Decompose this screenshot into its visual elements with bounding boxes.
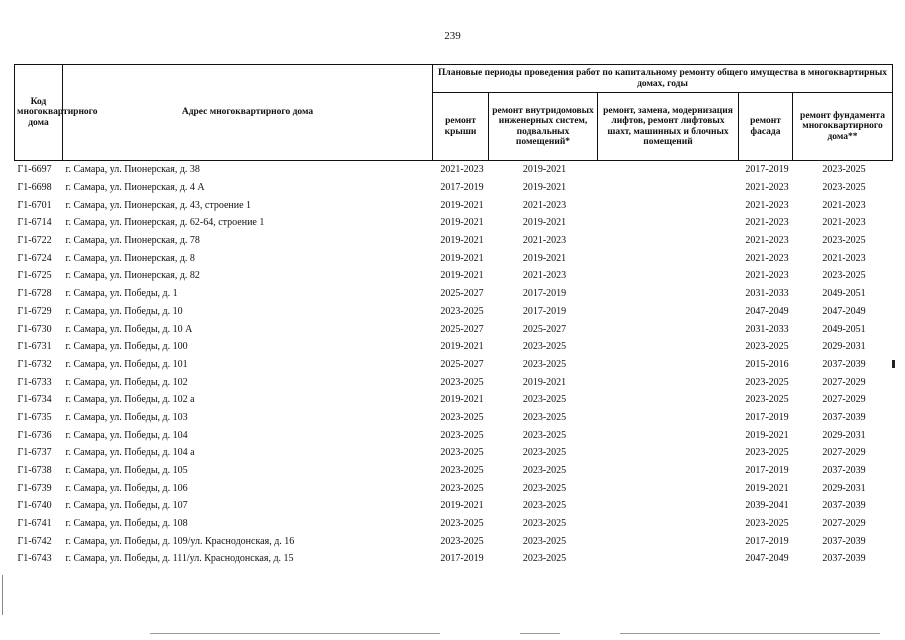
table-row bbox=[15, 444, 893, 462]
cell-facade: 2017-2019 bbox=[745, 411, 789, 423]
cell-code: Г1-6738 bbox=[17, 465, 52, 477]
repair-schedule-table bbox=[14, 64, 893, 568]
cell-facade: 2019-2021 bbox=[745, 482, 789, 494]
cell-code: Г1-6737 bbox=[17, 447, 52, 459]
cell-address: г. Самара, ул. Победы, д. 104 а bbox=[65, 447, 195, 459]
cell-systems: 2019-2021 bbox=[522, 376, 567, 388]
cell-foundation: 2023-2025 bbox=[822, 182, 866, 194]
cell-lifts bbox=[598, 285, 739, 303]
cell-systems: 2023-2025 bbox=[522, 411, 567, 423]
cell-systems: 2023-2025 bbox=[522, 482, 567, 494]
cell-lifts bbox=[598, 550, 739, 568]
cell-systems: 2023-2025 bbox=[522, 465, 567, 477]
table-row bbox=[15, 391, 893, 409]
cell-facade: 2031-2033 bbox=[745, 323, 789, 335]
table-row bbox=[15, 356, 893, 374]
cell-facade: 2023-2025 bbox=[745, 341, 789, 353]
cell-code: Г1-6730 bbox=[17, 323, 52, 335]
cell-address: г. Самара, ул. Победы, д. 103 bbox=[65, 411, 188, 423]
cell-roof: 2023-2025 bbox=[440, 305, 484, 317]
cell-facade: 2021-2023 bbox=[745, 182, 789, 194]
cell-code: Г1-6725 bbox=[17, 270, 52, 282]
cell-address: г. Самара, ул. Победы, д. 104 bbox=[65, 429, 188, 441]
cell-lifts bbox=[598, 249, 739, 267]
cell-roof: 2019-2021 bbox=[440, 500, 484, 512]
cell-facade: 2023-2025 bbox=[745, 376, 789, 388]
cell-code: Г1-6741 bbox=[17, 518, 52, 530]
cell-code: Г1-6701 bbox=[17, 199, 52, 211]
cell-facade: 2023-2025 bbox=[745, 394, 789, 406]
cell-systems: 2021-2023 bbox=[522, 235, 567, 247]
cell-roof: 2023-2025 bbox=[440, 447, 484, 459]
scan-artifact bbox=[620, 633, 880, 634]
cell-roof: 2025-2027 bbox=[440, 358, 484, 370]
header-systems: ремонт внутридомовых инженерных систем, подвальных помещений* bbox=[489, 93, 598, 161]
cell-systems: 2021-2023 bbox=[522, 199, 567, 211]
table-row bbox=[15, 515, 893, 533]
cell-address: г. Самара, ул. Пионерская, д. 78 bbox=[65, 235, 200, 247]
cell-roof: 2019-2021 bbox=[440, 235, 484, 247]
table-row bbox=[15, 267, 893, 285]
cell-foundation: 2029-2031 bbox=[822, 341, 866, 353]
page-number: 239 bbox=[444, 30, 461, 42]
cell-code: Г1-6742 bbox=[17, 535, 52, 547]
cell-foundation: 2027-2029 bbox=[822, 447, 866, 459]
table-row bbox=[15, 338, 893, 356]
cell-foundation: 2021-2023 bbox=[822, 217, 866, 229]
table-row bbox=[15, 196, 893, 214]
header-facade: ремонт фасада bbox=[739, 93, 793, 161]
scan-artifact bbox=[520, 633, 560, 634]
cell-foundation: 2037-2039 bbox=[822, 465, 866, 477]
cell-systems: 2021-2023 bbox=[522, 270, 567, 282]
cell-address: г. Самара, ул. Победы, д. 10 А bbox=[65, 323, 193, 335]
table-row bbox=[15, 161, 893, 179]
cell-systems: 2017-2019 bbox=[522, 305, 567, 317]
table-row bbox=[15, 550, 893, 568]
cell-code: Г1-6732 bbox=[17, 358, 52, 370]
cell-foundation: 2037-2039 bbox=[822, 500, 866, 512]
cell-foundation: 2029-2031 bbox=[822, 482, 866, 494]
table-row bbox=[15, 497, 893, 515]
cell-code: Г1-6714 bbox=[17, 217, 52, 229]
cell-foundation: 2037-2039 bbox=[822, 535, 866, 547]
cell-roof: 2019-2021 bbox=[440, 341, 484, 353]
cell-roof: 2025-2027 bbox=[440, 288, 484, 300]
cell-address: г. Самара, ул. Пионерская, д. 4 А bbox=[65, 182, 205, 194]
cell-facade: 2023-2025 bbox=[745, 518, 789, 530]
cell-code: Г1-6729 bbox=[17, 305, 52, 317]
cell-roof: 2023-2025 bbox=[440, 482, 484, 494]
cell-systems: 2023-2025 bbox=[522, 447, 567, 459]
cell-foundation: 2023-2025 bbox=[793, 161, 893, 179]
scan-artifact bbox=[892, 360, 895, 368]
cell-facade: 2047-2049 bbox=[745, 553, 789, 565]
cell-address: г. Самара, ул. Пионерская, д. 8 bbox=[65, 252, 195, 264]
cell-lifts bbox=[598, 320, 739, 338]
cell-lifts bbox=[598, 515, 739, 533]
cell-systems: 2023-2025 bbox=[522, 518, 567, 530]
cell-lifts bbox=[598, 426, 739, 444]
table-row bbox=[15, 303, 893, 321]
cell-lifts bbox=[598, 338, 739, 356]
cell-foundation: 2027-2029 bbox=[822, 394, 866, 406]
cell-foundation: 2049-2051 bbox=[822, 323, 866, 335]
cell-lifts bbox=[598, 462, 739, 480]
header-address: Адрес многоквартирного дома bbox=[63, 65, 433, 161]
cell-address: г. Самара, ул. Победы, д. 111/ул. Краснодонская, д. 15 bbox=[65, 553, 294, 565]
table-row bbox=[15, 426, 893, 444]
cell-lifts bbox=[598, 409, 739, 427]
cell-lifts bbox=[598, 373, 739, 391]
cell-facade: 2021-2023 bbox=[745, 252, 789, 264]
cell-facade: 2017-2019 bbox=[745, 535, 789, 547]
cell-code: Г1-6740 bbox=[17, 500, 52, 512]
table-header bbox=[15, 65, 893, 161]
cell-roof: 2021-2023 bbox=[433, 161, 489, 179]
cell-systems: 2023-2025 bbox=[522, 341, 567, 353]
cell-roof: 2023-2025 bbox=[440, 518, 484, 530]
cell-systems: 2017-2019 bbox=[522, 288, 567, 300]
cell-facade: 2019-2021 bbox=[745, 429, 789, 441]
cell-address: г. Самара, ул. Победы, д. 105 bbox=[65, 465, 188, 477]
cell-address: г. Самара, ул. Пионерская, д. 43, строение 1 bbox=[65, 199, 252, 211]
cell-roof: 2019-2021 bbox=[440, 199, 484, 211]
cell-roof: 2019-2021 bbox=[440, 252, 484, 264]
cell-code: Г1-6735 bbox=[17, 411, 52, 423]
cell-code: Г1-6724 bbox=[17, 252, 52, 264]
table-row bbox=[15, 532, 893, 550]
table-row bbox=[15, 409, 893, 427]
scan-artifact bbox=[150, 633, 440, 634]
cell-code: Г1-6743 bbox=[17, 553, 52, 565]
table-row bbox=[15, 214, 893, 232]
header-foundation: ремонт фундамента многоквартирного дома** bbox=[793, 93, 893, 161]
cell-lifts bbox=[598, 179, 739, 197]
cell-code: Г1-6733 bbox=[17, 376, 52, 388]
cell-facade: 2023-2025 bbox=[745, 447, 789, 459]
header-periods: Плановые периоды проведения работ по капитальному ремонту общего имущества в многоквартирных домах, годы bbox=[433, 65, 893, 93]
cell-roof: 2017-2019 bbox=[440, 553, 484, 565]
cell-roof: 2023-2025 bbox=[440, 411, 484, 423]
cell-lifts bbox=[598, 532, 739, 550]
cell-lifts bbox=[598, 444, 739, 462]
cell-address: г. Самара, ул. Победы, д. 10 bbox=[65, 305, 183, 317]
header-lifts: ремонт, замена, модернизация лифтов, ремонт лифтовых шахт, машинных и блочных помещений bbox=[598, 93, 739, 161]
table-row bbox=[15, 373, 893, 391]
table-row bbox=[15, 479, 893, 497]
cell-foundation: 2021-2023 bbox=[822, 252, 866, 264]
cell-roof: 2023-2025 bbox=[440, 535, 484, 547]
cell-code: Г1-6722 bbox=[17, 235, 52, 247]
cell-facade: 2015-2016 bbox=[745, 358, 789, 370]
cell-roof: 2023-2025 bbox=[440, 429, 484, 441]
cell-code: Г1-6698 bbox=[17, 182, 52, 194]
cell-address: г. Самара, ул. Победы, д. 106 bbox=[65, 482, 188, 494]
cell-address: г. Самара, ул. Победы, д. 102 bbox=[65, 376, 188, 388]
cell-foundation: 2023-2025 bbox=[822, 235, 866, 247]
cell-code: Г1-6734 bbox=[17, 394, 52, 406]
cell-address: г. Самара, ул. Пионерская, д. 62-64, строение 1 bbox=[65, 217, 265, 229]
cell-foundation: 2037-2039 bbox=[822, 553, 866, 565]
cell-systems: 2023-2025 bbox=[522, 500, 567, 512]
cell-foundation: 2047-2049 bbox=[822, 305, 866, 317]
cell-foundation: 2037-2039 bbox=[822, 411, 866, 423]
cell-lifts bbox=[598, 356, 739, 374]
table-row bbox=[15, 285, 893, 303]
header-roof: ремонт крыши bbox=[433, 93, 489, 161]
table-row bbox=[15, 232, 893, 250]
cell-foundation: 2027-2029 bbox=[822, 376, 866, 388]
cell-systems: 2019-2021 bbox=[489, 161, 598, 179]
cell-facade: 2039-2041 bbox=[745, 500, 789, 512]
cell-systems: 2023-2025 bbox=[522, 358, 567, 370]
scan-artifact bbox=[2, 575, 3, 615]
table-row bbox=[15, 320, 893, 338]
cell-facade: 2021-2023 bbox=[745, 235, 789, 247]
cell-code: Г1-6736 bbox=[17, 429, 52, 441]
table-row bbox=[15, 462, 893, 480]
cell-facade: 2047-2049 bbox=[745, 305, 789, 317]
cell-facade: 2021-2023 bbox=[745, 199, 789, 211]
cell-lifts bbox=[598, 232, 739, 250]
cell-address: г. Самара, ул. Победы, д. 108 bbox=[65, 518, 188, 530]
cell-roof: 2025-2027 bbox=[440, 323, 484, 335]
cell-foundation: 2027-2029 bbox=[822, 518, 866, 530]
cell-code: Г1-6697 bbox=[15, 161, 63, 179]
cell-address: г. Самара, ул. Победы, д. 1 bbox=[65, 288, 178, 300]
cell-foundation: 2049-2051 bbox=[822, 288, 866, 300]
cell-facade: 2031-2033 bbox=[745, 288, 789, 300]
cell-address: г. Самара, ул. Победы, д. 109/ул. Краснодонская, д. 16 bbox=[65, 535, 295, 547]
cell-systems: 2023-2025 bbox=[522, 553, 567, 565]
table-body bbox=[15, 161, 893, 568]
cell-roof: 2017-2019 bbox=[440, 182, 484, 194]
table-row bbox=[15, 249, 893, 267]
cell-foundation: 2021-2023 bbox=[822, 199, 866, 211]
cell-lifts bbox=[598, 161, 739, 179]
cell-systems: 2023-2025 bbox=[522, 535, 567, 547]
cell-facade: 2021-2023 bbox=[745, 270, 789, 282]
cell-systems: 2019-2021 bbox=[522, 252, 567, 264]
cell-systems: 2025-2027 bbox=[522, 323, 567, 335]
cell-code: Г1-6728 bbox=[17, 288, 52, 300]
cell-facade: 2021-2023 bbox=[745, 217, 789, 229]
cell-facade: 2017-2019 bbox=[745, 465, 789, 477]
cell-lifts bbox=[598, 497, 739, 515]
cell-address: г. Самара, ул. Победы, д. 107 bbox=[65, 500, 188, 512]
cell-facade: 2017-2019 bbox=[739, 161, 793, 179]
cell-lifts bbox=[598, 196, 739, 214]
cell-systems: 2023-2025 bbox=[522, 394, 567, 406]
cell-address: г. Самара, ул. Пионерская, д. 82 bbox=[65, 270, 200, 282]
cell-systems: 2019-2021 bbox=[522, 182, 567, 194]
cell-address: г. Самара, ул. Пионерская, д. 38 bbox=[63, 161, 433, 179]
cell-systems: 2023-2025 bbox=[522, 429, 567, 441]
cell-lifts bbox=[598, 479, 739, 497]
cell-roof: 2019-2021 bbox=[440, 394, 484, 406]
cell-roof: 2019-2021 bbox=[440, 217, 484, 229]
cell-lifts bbox=[598, 214, 739, 232]
cell-roof: 2023-2025 bbox=[440, 465, 484, 477]
cell-foundation: 2037-2039 bbox=[822, 358, 866, 370]
cell-address: г. Самара, ул. Победы, д. 101 bbox=[65, 358, 188, 370]
table-row bbox=[15, 179, 893, 197]
cell-systems: 2019-2021 bbox=[522, 217, 567, 229]
cell-address: г. Самара, ул. Победы, д. 102 а bbox=[65, 394, 195, 406]
cell-code: Г1-6731 bbox=[17, 341, 52, 353]
cell-lifts bbox=[598, 391, 739, 409]
cell-roof: 2023-2025 bbox=[440, 376, 484, 388]
cell-code: Г1-6739 bbox=[17, 482, 52, 494]
cell-foundation: 2029-2031 bbox=[822, 429, 866, 441]
header-code: Код многоквартирного дома bbox=[15, 65, 63, 161]
cell-lifts bbox=[598, 267, 739, 285]
cell-address: г. Самара, ул. Победы, д. 100 bbox=[65, 341, 188, 353]
cell-foundation: 2023-2025 bbox=[822, 270, 866, 282]
cell-roof: 2019-2021 bbox=[440, 270, 484, 282]
cell-lifts bbox=[598, 303, 739, 321]
